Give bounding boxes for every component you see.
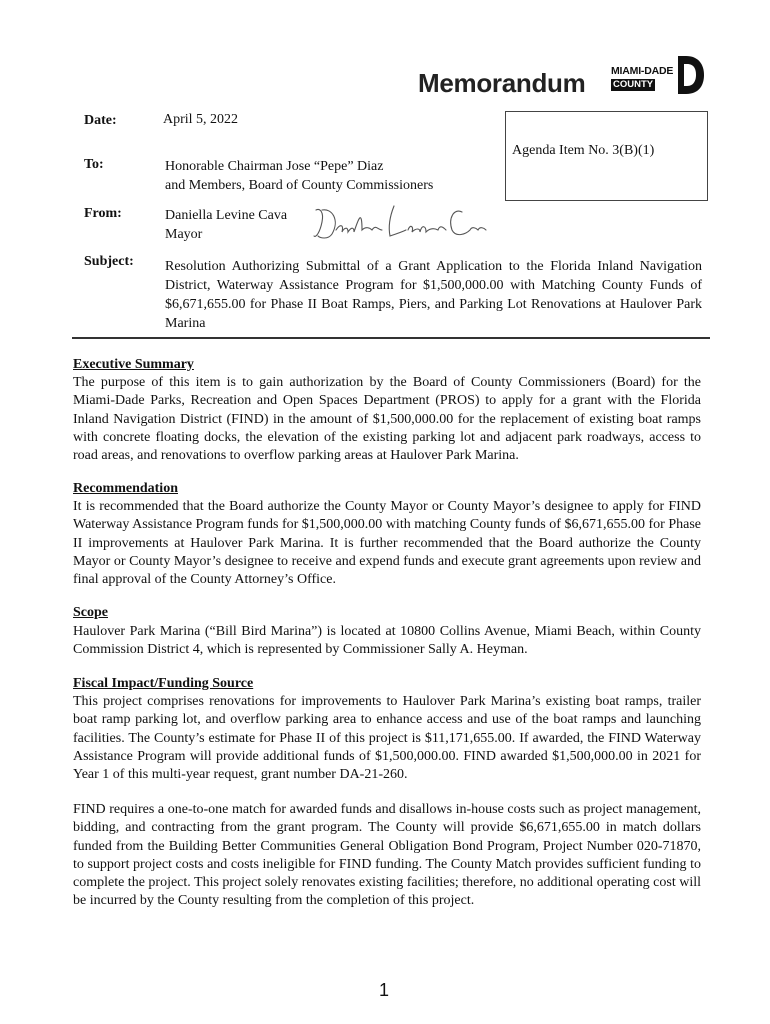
- to-label: To:: [84, 157, 104, 172]
- date-value: April 5, 2022: [163, 112, 239, 127]
- executive-summary-body: The purpose of this item is to gain authorization by the Board of County Commissioners (Board) for the Miami-Dade Parks, Recreation and Open Spaces Department (PROS) to apply for a grant with the Florida Inland Navigation District (FIND) in the amount of $1,500,000.00 for the replacement of existing boat ramps with concrete floating docks, the elevation of the existing parking lot and adjacent park roadways, access to road areas, and renovations to overflow parking areas at Haulover Park Marina.: [73, 375, 701, 464]
- page-number: 1: [379, 980, 390, 1000]
- recommendation-body: It is recommended that the Board authorize the County Mayor or County Mayor’s designee to apply for FIND Waterway Assistance Program funds for $1,500,000.00 with matching County funds of $6,671,655.00 for Phase II improvements at Haulover Park Marina. It is further recommended that the Board authorize the County Mayor or County Mayor’s designee to receive and expend funds and execute grant agreements upon review and final approval of the County Attorney’s Office.: [73, 499, 701, 588]
- date-label: Date:: [84, 113, 117, 128]
- scope-heading: Scope: [73, 605, 108, 620]
- from-label: From:: [84, 206, 122, 221]
- header-divider: [72, 337, 710, 339]
- fiscal-impact-heading: Fiscal Impact/Funding Source: [73, 676, 254, 691]
- scope-body: Haulover Park Marina (“Bill Bird Marina”) is located at 10800 Collins Avenue, Miami Beach, within County Commission District 4, which is represented by Commissioner Sally A. Heyman.: [73, 624, 701, 658]
- memo-title: Memorandum: [418, 68, 586, 98]
- executive-summary-heading: Executive Summary: [73, 357, 194, 372]
- subject-value: Resolution Authorizing Submittal of a Grant Application to the Florida Inland Navigation District, Waterway Assistance Program for $1,500,000.00 with Matching County Funds of $6,671,655.00 for Phase II Boat Ramps, Piers, and Parking Lot Renovations at Haulover Park Marina: [165, 259, 702, 331]
- fiscal-impact-body-2: FIND requires a one-to-one match for awarded funds and disallows in-house costs such as project management, bidding, and contracting from the grant program. The County will provide $6,671,655.00 in match dollars funded from the Building Better Communities General Obligation Bond Program, Project Number 020-71870, to support project costs and costs ineligible for FIND funding. The County Match provides sufficient funding to complete the project. This project solely renovates existing facilities; therefore, no additional operating cost will be incurred by the County resulting from the completion of this project.: [73, 802, 701, 909]
- to-line-2: and Members, Board of County Commissioners: [165, 178, 434, 193]
- logo-text-top: MIAMI-DADE: [611, 65, 674, 77]
- mayor-signature: [310, 200, 490, 248]
- logo-text-bottom: COUNTY: [613, 79, 654, 90]
- from-line-2: Mayor: [165, 227, 203, 242]
- subject-label: Subject:: [84, 254, 134, 269]
- fiscal-impact-body-1: This project comprises renovations for improvements to Haulover Park Marina’s existing boat ramps, trailer boat ramp parking lot, and overflow parking area to enhance access and use of the boat ramps and launching facilities. The County’s estimate for Phase II of this project is $11,171,655.00. If awarded, the FIND Waterway Assistance Program will provide additional funds of $1,500,000.00. FIND awarded $1,500,000.00 in 2021 for Year 1 of this multi-year request, grant number DA-21-260.: [73, 694, 701, 783]
- recommendation-heading: Recommendation: [73, 481, 178, 496]
- from-line-1: Daniella Levine Cava: [165, 208, 288, 223]
- to-line-1: Honorable Chairman Jose “Pepe” Diaz: [165, 159, 384, 174]
- agenda-item: Agenda Item No. 3(B)(1): [512, 143, 655, 158]
